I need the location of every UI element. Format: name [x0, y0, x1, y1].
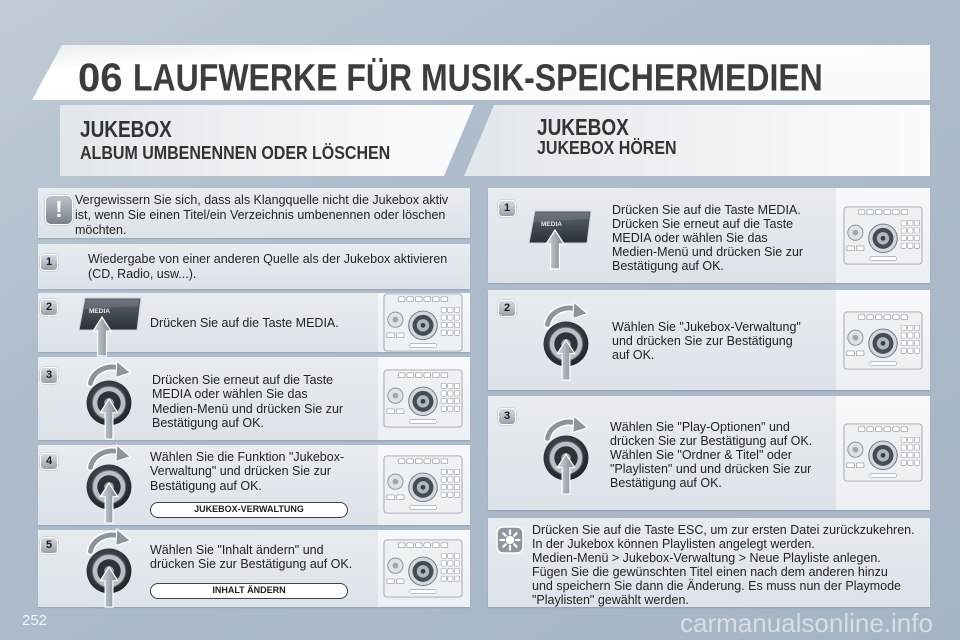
watermark: carmanualsonline.info [680, 608, 933, 638]
chapter-number: 06 [78, 56, 123, 100]
right-section-heading: JUKEBOX [537, 115, 629, 141]
radio-unit-illustration [843, 423, 923, 487]
left-step-text-5: Wählen Sie "Inhalt ändern" und drücken Sie zur Bestätigung auf OK. [150, 543, 353, 572]
knob-svg [81, 444, 137, 524]
rotary-knob-illustration [538, 415, 594, 500]
media-button-illustration [528, 210, 592, 270]
knob-svg [538, 415, 594, 495]
radio-faceplate-svg [843, 423, 923, 482]
radio-unit-illustration [383, 293, 463, 357]
radio-faceplate-svg [843, 311, 923, 370]
radio-unit-illustration [843, 206, 923, 270]
left-step-text-3: Drücken Sie erneut auf die Taste MEDIA oder wählen Sie das Medien-Menü und drücken Sie zur Bestätigung auf OK. [152, 373, 344, 430]
rotary-knob-illustration [81, 444, 137, 529]
left-step-number-3: 3 [40, 367, 58, 384]
media-button-label: MEDIA [89, 308, 110, 315]
left-step-number-5: 5 [40, 537, 58, 554]
left-step-text-1: Wiedergabe von einer anderen Quelle als der Jukebox aktivieren (CD, Radio, usw...). [88, 252, 448, 281]
left-step-text-2: Drücken Sie auf die Taste MEDIA. [150, 316, 339, 330]
radio-faceplate-svg [383, 293, 463, 352]
left-step-number-4: 4 [40, 453, 58, 470]
display-label-jukebox-verwaltung: JUKEBOX-VERWALTUNG [150, 502, 348, 518]
rotary-knob-illustration [81, 528, 137, 613]
rotary-knob-illustration [81, 360, 137, 445]
right-step-number-1: 1 [498, 200, 516, 217]
left-section-subheading: ALBUM UMBENENNEN ODER LÖSCHEN [80, 143, 391, 164]
media-button-label: MEDIA [541, 221, 562, 228]
left-step-number-1: 1 [40, 254, 58, 271]
knob-svg [538, 301, 594, 381]
right-step-text-2: Wählen Sie "Jukebox-Verwaltung" und drücken Sie zur Bestätigung auf OK. [612, 320, 801, 362]
left-section-heading: JUKEBOX [80, 117, 172, 143]
right-step-text-1: Drücken Sie auf die Taste MEDIA. Drücken Sie erneut auf die Taste MEDIA oder wählen Sie das Medien-Menü und drücken Sie zur Bestätigung auf OK. [612, 203, 804, 273]
warning-icon: ! [45, 195, 73, 225]
knob-svg [81, 360, 137, 440]
knob-svg [81, 528, 137, 608]
radio-faceplate-svg [383, 539, 463, 598]
header-background [0, 0, 960, 200]
warning-text: Vergewissern Sie sich, dass als Klangquelle nicht die Jukebox aktiv ist, wenn Sie einen Titel/ein Verzeichnis umbenennen oder löschen möchten. [75, 193, 449, 237]
radio-unit-illustration [383, 369, 463, 433]
right-section-subheading: JUKEBOX HÖREN [537, 138, 677, 159]
right-step-text-3: Wählen Sie "Play-Optionen" und drücken Sie zur Bestätigung auf OK. Wählen Sie "Ordner & Titel" oder "Playlisten" und und drücken Sie zur Bestätigung auf OK. [610, 420, 813, 490]
right-step-number-3: 3 [498, 408, 516, 425]
rotary-knob-illustration [538, 301, 594, 386]
radio-faceplate-svg [383, 455, 463, 514]
tip-text: Drücken Sie auf die Taste ESC, um zur ersten Datei zurückzukehren. In der Jukebox können Playlisten angelegt werden. Medien-Menü > Jukebox-Verwaltung > Neue Playliste anlegen. Fügen Sie die gewünschten Titel einen nach dem anderen hinzu und speichern Sie dann die Änderung. Es muss nun der Playmode "Playlisten" gewählt werden. [532, 523, 915, 607]
radio-unit-illustration [843, 311, 923, 375]
page-title: LAUFWERKE FÜR MUSIK-SPEICHERMEDIEN [133, 55, 823, 99]
radio-unit-illustration [383, 455, 463, 519]
left-step-text-4: Wählen Sie die Funktion "Jukebox- Verwaltung" und drücken Sie zur Bestätigung auf OK. [150, 450, 345, 493]
tip-icon [496, 526, 524, 554]
radio-unit-illustration [383, 539, 463, 603]
media-button-illustration [78, 297, 142, 357]
right-step-number-2: 2 [498, 300, 516, 317]
radio-faceplate-svg [383, 369, 463, 428]
display-label-inhalt-aendern: INHALT ÄNDERN [150, 583, 348, 599]
page-number: 252 [22, 612, 48, 629]
left-step-number-2: 2 [40, 299, 58, 316]
radio-faceplate-svg [843, 206, 923, 265]
